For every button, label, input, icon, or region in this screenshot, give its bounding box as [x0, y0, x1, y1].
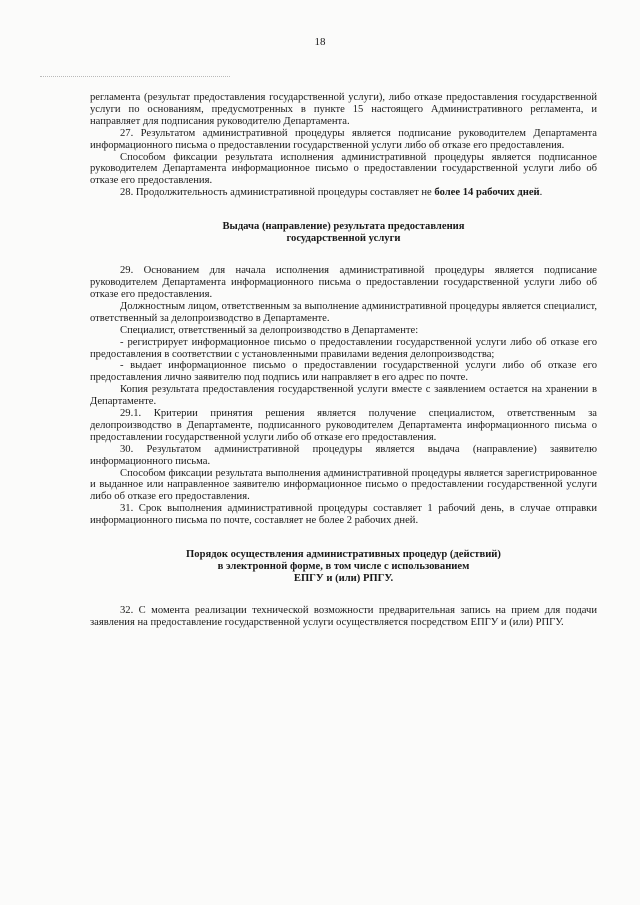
list-item: - выдает информационное письмо о предоставлении государственной услуги либо об отказе его предоставления лично заявителю под подпись или направляет в его адрес по почте.	[90, 360, 597, 384]
document-body	[90, 92, 597, 629]
paragraph: 32. С момента реализации технической возможности предварительная запись на прием для подачи заявления на предоставление государственной услуги осуществляется посредством ЕПГУ и (или) РПГУ.	[90, 605, 597, 628]
section-heading-line: государственной услуги	[286, 233, 401, 245]
paragraph: Специалист, ответственный за делопроизводство в Департаменте:	[120, 324, 419, 336]
paragraph: Должностным лицом, ответственным за выполнение административной процедуры является специалист, ответственный за делопроизводство в Департаменте.	[90, 300, 597, 324]
paragraph: 27. Результатом административной процедуры является подписание руководителем Департамента информационного письма о предоставлении государственной услуги либо об отказе его предоставления.	[90, 127, 597, 151]
section-heading-issuance	[90, 221, 597, 245]
section-heading-line: Порядок осуществления административных процедур (действий)	[186, 549, 501, 561]
section-heading-line: Выдача (направление) результата предоставления	[222, 221, 465, 233]
paragraph: Копия результата предоставления государственной услуги вместе с заявлением остается на хранении в Департаменте.	[90, 384, 597, 408]
section-heading-electronic	[90, 549, 597, 585]
paragraph: 31. Срок выполнения административной процедуры составляет 1 рабочий день, в случае отправки информационного письма по почте, составляет не более 2 рабочих дней.	[90, 503, 597, 527]
paragraph-28-bold: более 14 рабочих дней	[434, 187, 540, 199]
paragraph-28-text: 28. Продолжительность административной процедуры составляет не	[120, 187, 435, 199]
paragraph: регламента (результат предоставления государственной услуги), либо отказе предоставления государственной услуги по основаниям, предусмотренных в пункте 15 настоящего Административного регламента, и направляет для подписания руководителю Департамента.	[90, 92, 597, 127]
paragraph: Способом фиксации результата выполнения административной процедуры является зарегистрированное и выданное или направленное заявителю информационное письмо о предоставлении государственной услуги либо об отказе его предоставления.	[90, 467, 597, 503]
paragraph-28	[90, 187, 597, 199]
page-number: 18	[314, 36, 326, 48]
paragraph: 30. Результатом административной процедуры является выдача (направление) заявителю информационного письма.	[90, 443, 597, 467]
paragraph: 29.1. Критерии принятия решения является получение специалистом, ответственным за делопроизводство в Департаменте, подписанного руководителем Департамента информационного письма о предоставлении государственной услуги либо об отказе его предоставления.	[90, 408, 597, 443]
paragraph: Способом фиксации результата исполнения административной процедуры является подписанное руководителем Департамента информационное письмо о предоставлении государственной услуги либо об отказе его предоставления.	[90, 151, 597, 187]
list-item: - регистрирует информационное письмо о предоставлении государственной услуги либо об отказе его предоставления в соответствии с установленными правилами ведения делопроизводства;	[90, 336, 597, 360]
section-heading-line: в электронной форме, в том числе с использованием	[217, 561, 470, 573]
paragraph: 29. Основанием для начала исполнения административной процедуры является подписание руководителем Департамента информационного письма о предоставлении государственной услуги либо об отказе его предоставления.	[90, 265, 597, 300]
scan-artifact	[40, 76, 230, 78]
paragraph-28-end: .	[539, 187, 543, 199]
section-heading-line: ЕПГУ и (или) РПГУ.	[293, 573, 394, 585]
